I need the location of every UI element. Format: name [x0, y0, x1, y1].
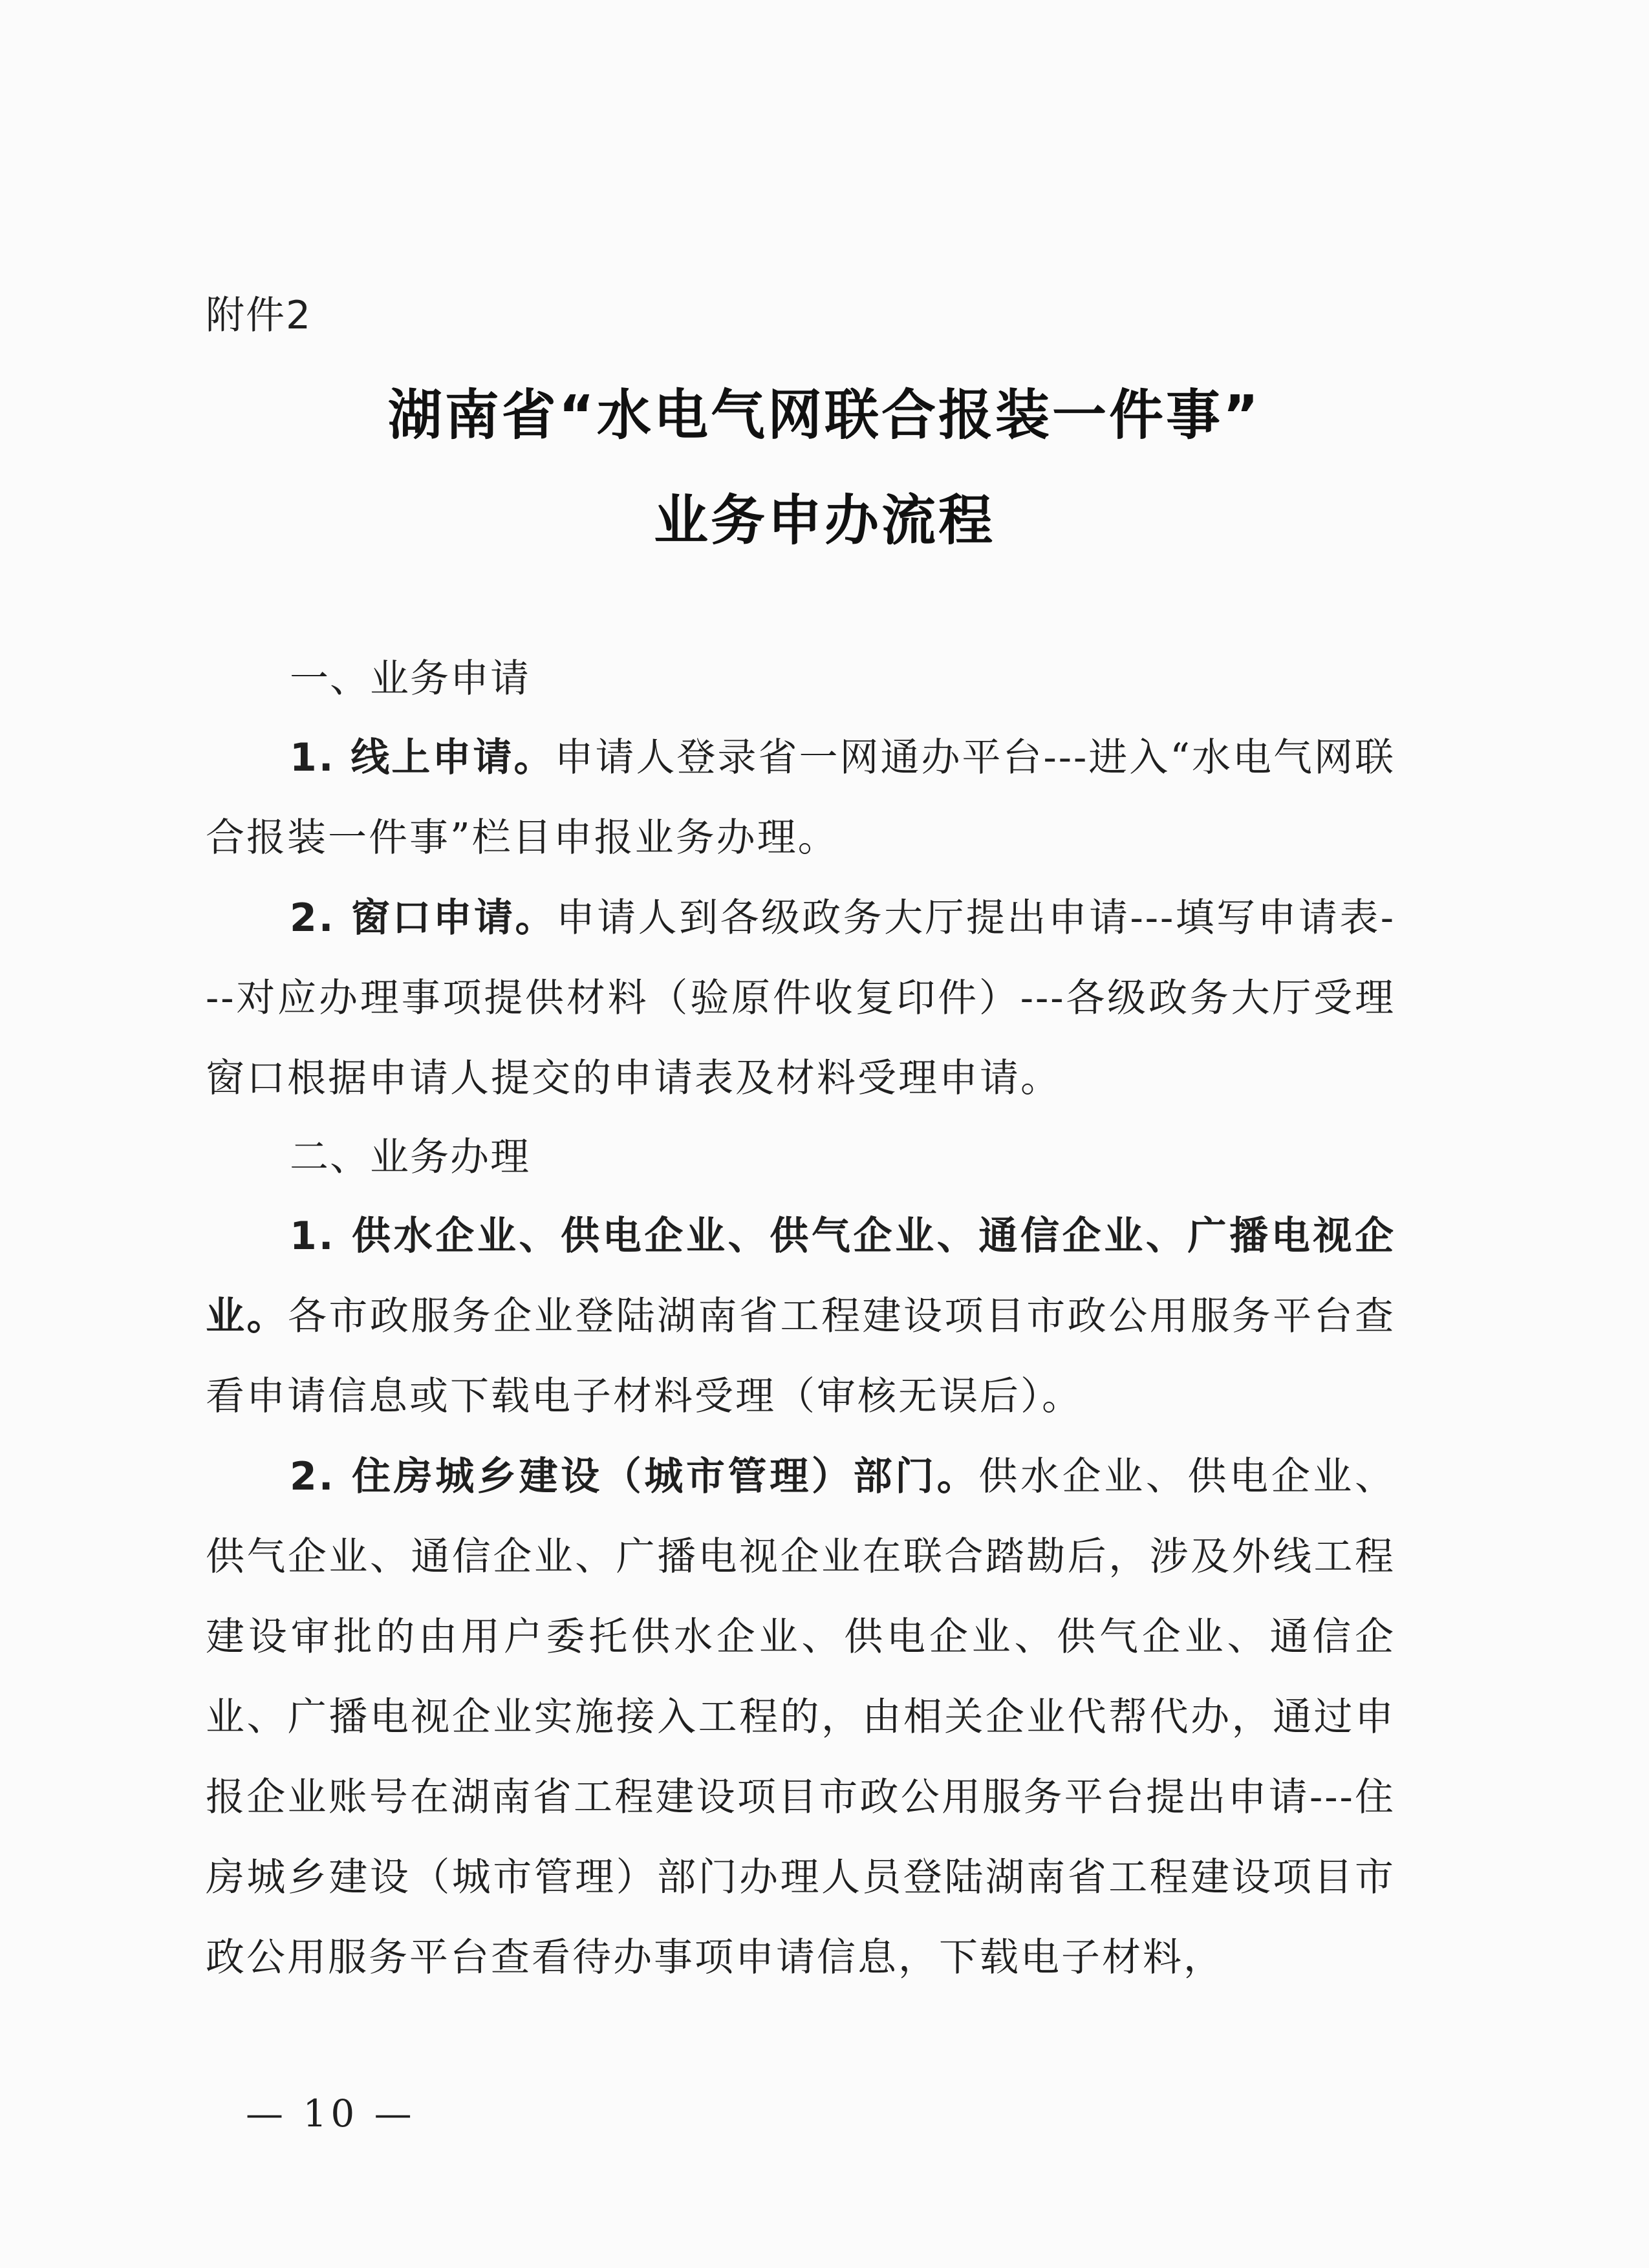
item-text: 各市政服务企业登陆湖南省工程建设项目市政公用服务平台查看申请信息或下载电子材料受理（审核无误后）。 — [206, 1294, 1396, 1419]
attachment-label: 附件2 — [206, 293, 312, 338]
item-text: 供水企业、供电企业、供气企业、通信企业、广播电视企业在联合踏勘后，涉及外线工程建设审批的由用户委托供水企业、供电企业、供气企业、通信企业、广播电视企业实施接入工程的，由相关企业代帮代办，通过申报企业账号在湖南省工程建设项目市政公用服务平台提出申请---住房城乡建设（城市管理）部门办理人员登陆湖南省工程建设项目市政公用服务平台查看待办事项申请信息，下载电子材料， — [206, 1454, 1396, 1980]
document-title-line-1: 湖南省“水电气网联合报装一件事” — [387, 383, 1262, 447]
item-label: 2. 住房城乡建设（城市管理）部门。 — [290, 1454, 979, 1499]
paragraph-housing-department — [206, 1437, 1396, 1998]
item-label: 2. 窗口申请。 — [290, 895, 556, 941]
item-text: 申请人到各级政务大厅提出申请---填写申请表---对应办理事项提供材料（验原件收复印件）---各级政务大厅受理窗口根据申请人提交的申请表及材料受理申请。 — [206, 895, 1396, 1101]
document-title-line-2: 业务申办流程 — [653, 489, 995, 552]
item-text: 申请人登录省一网通办平台---进入“水电气网联合报装一件事”栏目申报业务办理。 — [206, 735, 1396, 861]
section-heading-application: 一、业务申请 — [290, 656, 530, 701]
section-heading-processing: 二、业务办理 — [290, 1135, 530, 1180]
paragraph-online-application — [206, 718, 1396, 878]
paragraph-utility-enterprises — [206, 1196, 1396, 1437]
item-label: 1. 供水企业、供电企业、供气企业、通信企业、广播电视企业。 — [206, 1214, 1396, 1339]
paragraph-window-application — [206, 878, 1396, 1118]
item-label: 1. 线上申请。 — [290, 735, 555, 780]
document-body — [206, 640, 1396, 1998]
page-number: — 10 — — [246, 2091, 416, 2135]
